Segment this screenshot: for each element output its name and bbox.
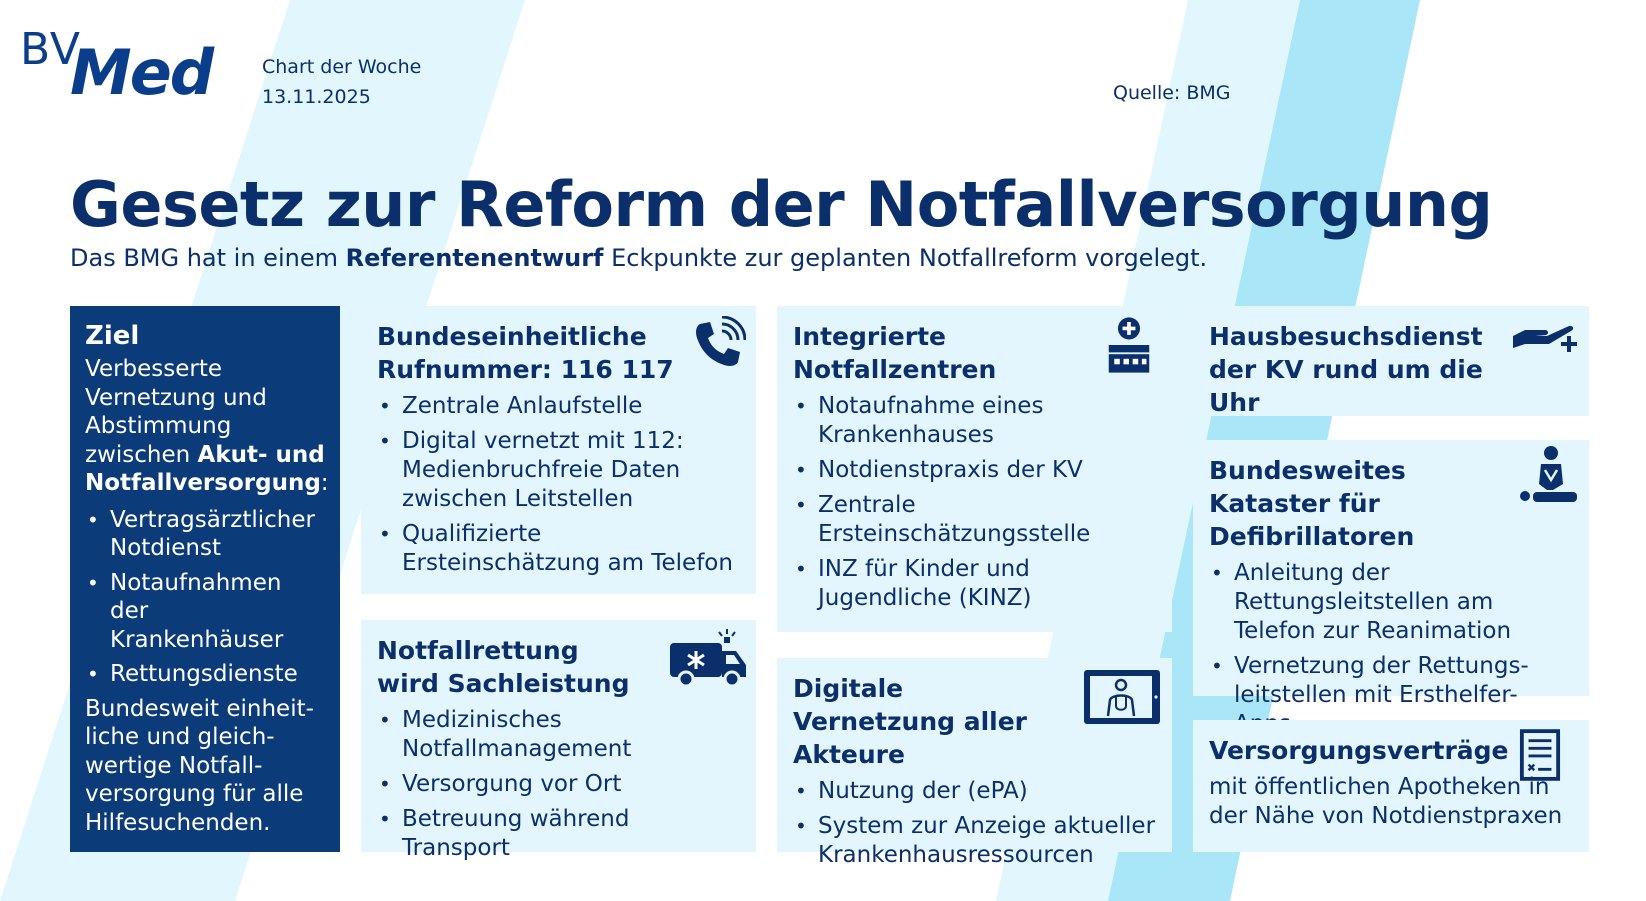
home-visit-heading: Hausbesuchsdienst der KV rund um die Uhr bbox=[1209, 322, 1483, 417]
phone-heading: Bundeseinheitliche Rufnummer: 116 117 bbox=[377, 322, 674, 384]
list-item: • Nutzung der (ePA) bbox=[793, 777, 1156, 806]
list-item: • System zur Anzeige aktueller Krankenhausressourcen bbox=[793, 812, 1156, 870]
list-item: • Anleitung der Rettungsleitstellen am Telefon zur Reanimation bbox=[1209, 559, 1573, 646]
goal-closing: Bundesweit einheit-liche und gleich-wertige Notfall-versorgung für alle Hilfesuchenden. bbox=[85, 695, 314, 836]
goal-list bbox=[85, 506, 325, 689]
defib-heading: Bundesweites Kataster für Defibrillatoren bbox=[1209, 456, 1415, 551]
chart-meta bbox=[262, 52, 421, 112]
page-subtitle: Das BMG hat in einem Referentenentwurf Eckpunkte zur geplanten Notfallreform vorgelegt. bbox=[70, 244, 1208, 272]
rescue-heading: Notfallrettung wird Sachleistung bbox=[377, 636, 630, 698]
list-item: • Notaufnahme eines Krankenhauses bbox=[793, 392, 1156, 450]
list-item: • Zentrale Anlaufstelle bbox=[377, 392, 740, 421]
goal-heading: Ziel bbox=[85, 321, 140, 351]
phone-icon bbox=[690, 316, 746, 372]
phone-number-box bbox=[361, 306, 756, 594]
document-icon bbox=[1519, 728, 1561, 782]
bvmed-logo bbox=[20, 20, 230, 110]
rescue-list bbox=[377, 706, 740, 863]
home-visit-box bbox=[1193, 306, 1589, 416]
list-item: • INZ für Kinder und Jugendliche (KINZ) bbox=[793, 555, 1156, 613]
list-item: • Qualifizierte Ersteinschätzung am Telefon bbox=[377, 520, 740, 578]
digital-heading: Digitale Vernetzung aller Akteure bbox=[793, 674, 1028, 769]
list-item: • Versorgung vor Ort bbox=[377, 770, 740, 799]
defibrillator-register-box bbox=[1193, 440, 1589, 708]
chart-date: 13.11.2025 bbox=[262, 86, 371, 108]
centers-heading: Integrierte Notfallzentren bbox=[793, 322, 997, 384]
logo-bv: BV bbox=[20, 24, 81, 75]
list-item: • Vernetzung der Rettungs-leitstellen mit Ersthelfer- bbox=[1209, 652, 1573, 739]
supply-contracts-box bbox=[1193, 720, 1589, 852]
list-item: • Vertragsärztlicher Notdienst bbox=[85, 506, 325, 563]
defib-list bbox=[1209, 559, 1573, 739]
hospital-icon bbox=[1106, 314, 1152, 376]
integrated-centers-box bbox=[777, 306, 1172, 632]
goal-box bbox=[70, 306, 340, 852]
contracts-text: mit öffentlichen Apotheken in der Nähe von Notdienstpraxen bbox=[1209, 774, 1563, 829]
digital-list bbox=[793, 777, 1156, 870]
centers-list bbox=[793, 392, 1156, 613]
source-label: Quelle: BMG bbox=[1113, 82, 1231, 104]
chart-label: Chart der Woche bbox=[262, 56, 422, 78]
list-item: • Rettungsdienste bbox=[85, 660, 325, 689]
helping-hand-icon bbox=[1511, 316, 1581, 356]
list-item: • Betreuung während Transport bbox=[377, 805, 740, 863]
phone-list bbox=[377, 392, 740, 578]
contracts-heading: Versorgungsverträge bbox=[1209, 736, 1509, 765]
digital-networking-box bbox=[777, 658, 1172, 868]
logo-med: Med bbox=[70, 36, 213, 109]
emergency-rescue-box bbox=[361, 620, 756, 861]
list-item: • Medizinisches Notfallmanagement bbox=[377, 706, 740, 764]
list-item: • Notaufnahmen der Krankenhäuser bbox=[85, 569, 325, 655]
page-title: Gesetz zur Reform der Notfallversorgung bbox=[70, 168, 1493, 241]
goal-intro: Verbesserte Vernetzung und Abstimmung zwischen Akut- und Notfallversorgung: bbox=[85, 356, 329, 496]
list-item: • Notdienstpraxis der KV bbox=[793, 456, 1156, 485]
cpr-icon bbox=[1519, 444, 1579, 506]
list-item: • Zentrale Ersteinschätzungsstelle bbox=[793, 491, 1156, 549]
ambulance-icon bbox=[668, 628, 748, 690]
tablet-doctor-icon bbox=[1082, 668, 1162, 726]
list-item: • Digital vernetzt mit 112: Medienbruchfreie Daten zwischen Leitstellen bbox=[377, 427, 740, 514]
